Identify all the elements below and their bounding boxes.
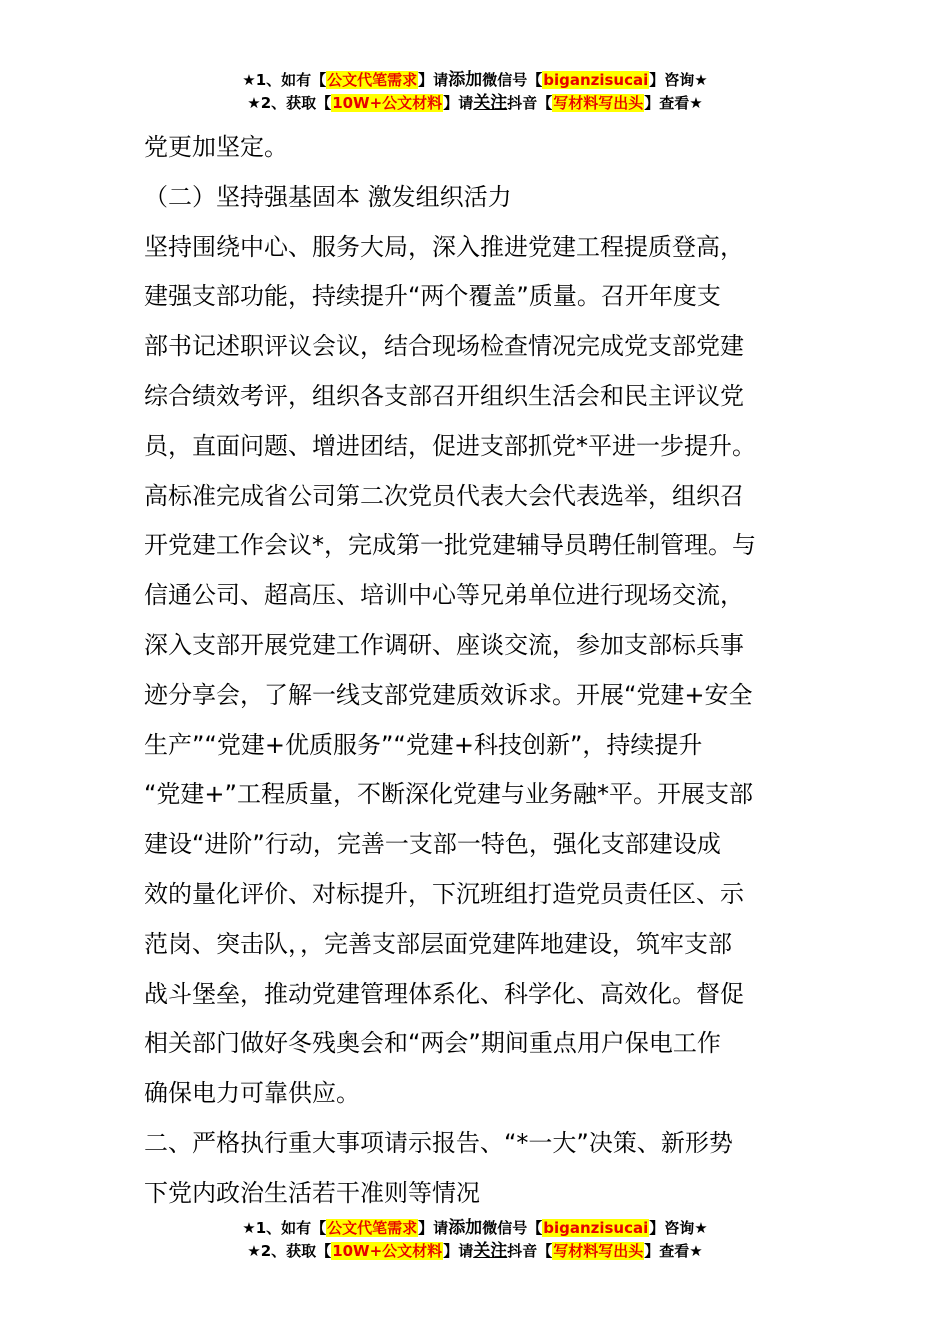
body-line: 部书记述职评议会议，结合现场检查情况完成党支部党建: [144, 332, 744, 361]
section-heading: 下党内政治生活若干准则等情况: [144, 1178, 480, 1207]
banner-text: 】请: [418, 71, 449, 89]
banner-text: 微信号【: [482, 71, 543, 89]
body-line: 深入支部开展党建工作调研、座谈交流，参加支部标兵事: [144, 630, 744, 659]
banner-highlight: 公文代笔需求: [327, 71, 418, 89]
body-line: “党建+”工程质量，不断深化党建与业务融*平。开展支部: [144, 780, 753, 809]
banner-text: 抖音【: [507, 1242, 553, 1260]
body-line: 坚持围绕中心、服务大局，深入推进党建工程提质登高，: [144, 232, 744, 261]
body-line: 党更加坚定。: [144, 133, 288, 161]
section-heading: 二、严格执行重大事项请示报告、“*一大”决策、新形势: [144, 1128, 733, 1157]
banner-highlight: 写材料写出头: [553, 1242, 644, 1260]
banner-emphasis: 关注: [473, 1241, 508, 1261]
body-line: 建设“进阶”行动，完善一支部一特色，强化支部建设成: [144, 830, 721, 859]
section-heading: （二）坚持强基固本 激发组织活力: [144, 182, 512, 211]
banner-emphasis: 添加: [448, 1218, 483, 1238]
body-line: 生产”“党建+优质服务”“党建+科技创新”，持续提升: [144, 730, 703, 759]
footer-banner: [0, 1217, 950, 1263]
banner-text: 】查看★: [644, 1242, 703, 1260]
document-body: [144, 123, 814, 1219]
banner-highlight: 公文代笔需求: [327, 1219, 418, 1237]
body-line: 员，直面问题、增进团结，促进支部抓党*平进一步提升。: [144, 431, 756, 460]
banner-emphasis: 关注: [473, 93, 508, 113]
banner-highlight: 写材料写出头: [553, 94, 644, 112]
body-line: 范岗、突击队，，完善支部层面党建阵地建设，筑牢支部: [144, 929, 732, 958]
body-line: 战斗堡垒，推动党建管理体系化、科学化、高效化。督促: [144, 979, 744, 1008]
body-line: 高标准完成省公司第二次党员代表大会代表选举，组织召: [144, 481, 744, 510]
body-line: 信通公司、超高压、培训中心等兄弟单位进行现场交流，: [144, 581, 744, 610]
banner-text: 】请: [443, 94, 474, 112]
banner-text: 抖音【: [507, 94, 553, 112]
banner-line-1: [0, 69, 950, 92]
header-banner: [0, 69, 950, 115]
banner-text: 】请: [418, 1219, 449, 1237]
banner-text: 】咨询★: [649, 1219, 708, 1237]
banner-emphasis: 添加: [448, 70, 483, 90]
body-line: 效的量化评价、对标提升，下沉班组打造党员责任区、示: [144, 879, 744, 908]
banner-text: 】请: [443, 1242, 474, 1260]
banner-highlight: biganzisucai: [543, 71, 649, 89]
banner-text: ★2、获取【: [247, 1242, 332, 1260]
banner-line-2: [0, 92, 950, 115]
body-line: 相关部门做好冬残奥会和“两会”期间重点用户保电工作: [144, 1029, 721, 1058]
body-line: 综合绩效考评，组织各支部召开组织生活会和民主评议党: [144, 381, 744, 410]
banner-highlight: 10W+公文材料: [332, 94, 443, 112]
body-line: 迹分享会，了解一线支部党建质效诉求。开展“党建+安全: [144, 680, 753, 709]
body-line: 开党建工作会议*，完成第一批党建辅导员聘任制管理。与: [144, 531, 756, 560]
banner-line-1: [0, 1217, 950, 1240]
banner-text: ★1、如有【: [242, 71, 327, 89]
banner-highlight: 10W+公文材料: [332, 1242, 443, 1260]
banner-text: 】查看★: [644, 94, 703, 112]
banner-text: 】咨询★: [649, 71, 708, 89]
banner-line-2: [0, 1240, 950, 1263]
banner-text: ★2、获取【: [247, 94, 332, 112]
banner-text: 微信号【: [482, 1219, 543, 1237]
banner-text: ★1、如有【: [242, 1219, 327, 1237]
banner-highlight: biganzisucai: [543, 1219, 649, 1237]
body-line: 建强支部功能，持续提升“两个覆盖”质量。召开年度支: [144, 282, 721, 311]
body-line: 确保电力可靠供应。: [144, 1079, 360, 1108]
